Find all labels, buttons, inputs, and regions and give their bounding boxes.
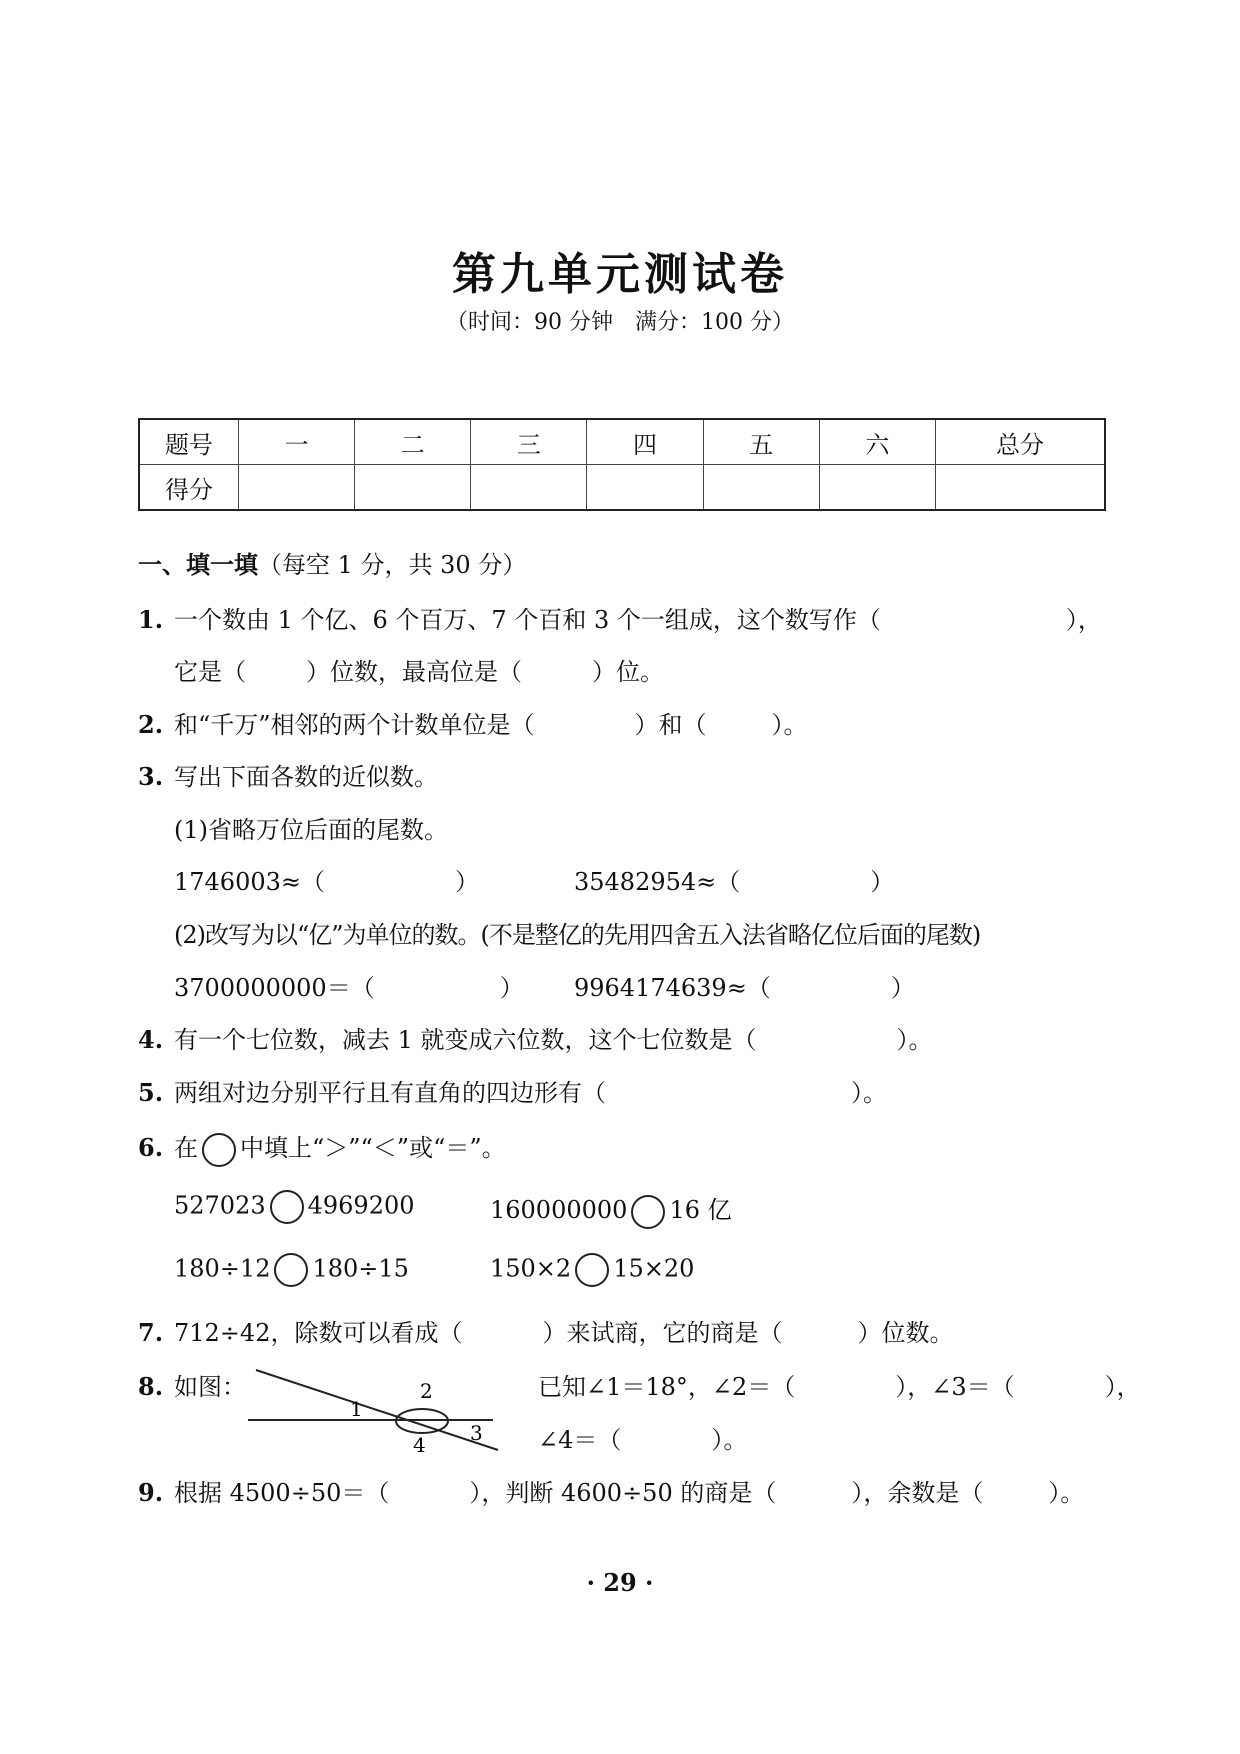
question-number: 6. — [138, 1133, 164, 1162]
question-text: 如图： — [174, 1373, 246, 1401]
page-subtitle: （时间：90 分钟 满分：100 分） — [446, 310, 794, 335]
question-text: 4969200 — [307, 1191, 415, 1220]
question-8 — [138, 1367, 246, 1402]
question-text: ）。 — [711, 1426, 748, 1454]
question-text: 180÷15 — [312, 1254, 409, 1283]
question-text: 在 — [174, 1134, 198, 1162]
comparison-circle[interactable] — [631, 1195, 665, 1229]
question-text: ∠4＝（ — [538, 1426, 622, 1454]
question-text: ）来试商，它的商是（ — [542, 1319, 783, 1347]
question-text: ）位。 — [592, 658, 664, 686]
score-table-column: 六 — [819, 419, 935, 465]
question-number: 3. — [138, 762, 164, 791]
score-cell[interactable] — [355, 465, 471, 511]
question-text: 150×2 — [490, 1254, 572, 1283]
question-number: 1. — [138, 605, 164, 634]
question-number: 4. — [138, 1025, 164, 1054]
question-text: 35482954≈（ — [574, 868, 741, 896]
score-cell[interactable] — [703, 465, 819, 511]
score-table-column: 一 — [239, 419, 355, 465]
angle-label-1: 1 — [350, 1397, 363, 1421]
question-text: 它是（ — [174, 658, 246, 686]
question-text: ）和（ — [634, 711, 707, 739]
question-text: ）， — [1065, 606, 1102, 634]
question-6-row-2-b — [490, 1253, 694, 1287]
score-cell[interactable] — [587, 465, 703, 511]
score-cell[interactable] — [239, 465, 355, 511]
question-number: 8. — [138, 1372, 164, 1401]
score-table-column: 五 — [703, 419, 819, 465]
question-text: ） — [890, 974, 915, 1002]
comparison-circle[interactable] — [274, 1253, 308, 1287]
score-table — [138, 418, 1106, 511]
page-title: 第九单元测试卷 — [452, 249, 788, 300]
question-text: 有一个七位数，减去 1 就变成六位数，这个七位数是（ — [174, 1026, 757, 1054]
comparison-circle[interactable] — [575, 1253, 609, 1287]
question-6-row-1-b — [490, 1190, 732, 1229]
page-number: · 29 · — [586, 1568, 654, 1597]
question-6-row-2-a — [174, 1253, 409, 1287]
score-table-header-row — [139, 419, 1105, 465]
question-text: ）。 — [1048, 1479, 1085, 1507]
question-9 — [138, 1473, 1084, 1508]
score-table-column: 总分 — [936, 419, 1106, 465]
question-text: 15×20 — [613, 1254, 695, 1283]
question-number: 7. — [138, 1318, 164, 1347]
question-4 — [138, 1020, 933, 1055]
question-text: ） — [499, 974, 524, 1002]
question-text: 根据 4500÷50＝（ — [174, 1479, 390, 1507]
question-6 — [138, 1128, 506, 1167]
question-text: ） — [455, 868, 479, 896]
score-table-row-label: 题号 — [139, 419, 239, 465]
question-3-part-2-a — [174, 968, 524, 1003]
question-text: 中填上“＞”“＜”或“＝”。 — [240, 1134, 506, 1162]
section-title: 一、填一填 — [138, 551, 258, 579]
question-text: ）， — [1104, 1373, 1141, 1401]
question-text: ），余数是（ — [851, 1479, 984, 1507]
score-table-column: 三 — [471, 419, 587, 465]
section-note: （每空 1 分，共 30 分） — [258, 551, 527, 579]
question-7 — [138, 1313, 953, 1348]
question-number: 2. — [138, 710, 164, 739]
score-cell[interactable] — [471, 465, 587, 511]
question-text: ）位数，最高位是（ — [306, 658, 522, 686]
question-text: 3700000000＝（ — [174, 974, 375, 1002]
section-heading — [138, 545, 526, 580]
question-text: ）位数。 — [857, 1319, 954, 1347]
question-text: 两组对边分别平行且有直角的四边形有（ — [174, 1079, 606, 1107]
question-3 — [138, 757, 438, 792]
question-text: ）。 — [896, 1026, 933, 1054]
score-table-column: 二 — [355, 419, 471, 465]
question-text: 1746003≈（ — [174, 868, 325, 896]
question-3-part-1-b — [574, 862, 894, 897]
question-number: 9. — [138, 1478, 164, 1507]
question-3-part-1-a — [174, 862, 479, 897]
question-text: ）。 — [851, 1079, 887, 1107]
question-number: 5. — [138, 1078, 164, 1107]
angle-label-2: 2 — [420, 1379, 433, 1403]
circle-blank-icon — [202, 1133, 236, 1167]
question-text: ） — [870, 868, 895, 896]
question-text: 已知∠1＝18°，∠2＝（ — [538, 1373, 796, 1401]
question-2 — [138, 705, 808, 740]
question-8-text-2 — [538, 1420, 747, 1455]
question-text: 16 亿 — [669, 1196, 732, 1224]
question-text: 527023 — [174, 1191, 266, 1220]
question-3-part-1: (1)省略万位后面的尾数。 — [174, 816, 448, 844]
angle-label-4: 4 — [413, 1433, 426, 1457]
score-table-column: 四 — [587, 419, 703, 465]
question-text: 160000000 — [490, 1196, 628, 1224]
question-3-part-2: (2)改写为以“亿”为单位的数。(不是整亿的先用四舍五入法省略亿位后面的尾数) — [174, 921, 981, 949]
slanted-line — [256, 1370, 498, 1450]
question-text: 180÷12 — [174, 1254, 271, 1283]
question-5 — [138, 1073, 887, 1108]
angle-label-3: 3 — [470, 1421, 483, 1445]
question-1 — [138, 600, 1102, 635]
angle-figure — [248, 1368, 508, 1458]
question-8-text-1 — [538, 1367, 1141, 1402]
question-text: 9964174639≈（ — [574, 974, 771, 1002]
score-cell[interactable] — [936, 465, 1106, 511]
score-cell[interactable] — [819, 465, 935, 511]
question-6-row-1-a — [174, 1190, 415, 1224]
score-table-score-row — [139, 465, 1105, 511]
question-text: ）。 — [771, 711, 808, 739]
score-table-row-label: 得分 — [139, 465, 239, 511]
question-3-part-2-b — [574, 968, 915, 1003]
question-text: 写出下面各数的近似数。 — [174, 763, 438, 791]
question-text: ），∠3＝（ — [895, 1373, 1015, 1401]
comparison-circle[interactable] — [270, 1190, 304, 1224]
question-text: 712÷42，除数可以看成（ — [174, 1319, 463, 1347]
question-1-line-2 — [174, 652, 664, 687]
question-text: ），判断 4600÷50 的商是（ — [469, 1479, 777, 1507]
question-text: 一个数由 1 个亿、6 个百万、7 个百和 3 个一组成，这个数写作（ — [174, 606, 881, 634]
question-text: 和“千万”相邻的两个计数单位是（ — [174, 711, 535, 739]
